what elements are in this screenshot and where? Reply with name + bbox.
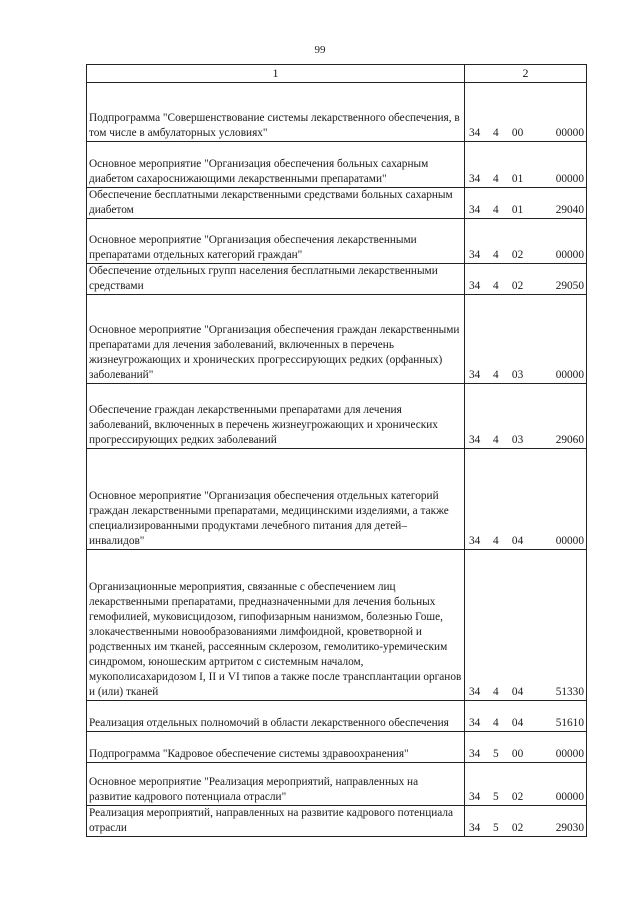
row-classification-code <box>465 384 587 449</box>
activity-code: 00 <box>511 748 524 760</box>
subprogram-code: 4 <box>492 434 499 446</box>
table-row <box>87 732 587 763</box>
activity-code: 03 <box>511 434 524 446</box>
direction-code: 29060 <box>555 434 584 446</box>
row-classification-code <box>465 219 587 264</box>
row-description: Основное мероприятие "Организация обеспечения граждан лекарственными препаратами для лечения заболеваний, включенных в перечень жизнеугрожающих и хронических прогрессирующих редких (орфанных) заболеваний" <box>87 295 465 384</box>
subprogram-code: 4 <box>492 127 499 139</box>
code-parts <box>467 172 584 187</box>
row-description: Реализация отдельных полномочий в области лекарственного обеспечения <box>87 701 465 732</box>
code-parts <box>467 279 584 294</box>
code-parts <box>467 534 584 549</box>
direction-code: 00000 <box>555 127 584 139</box>
subprogram-code: 4 <box>492 535 499 547</box>
row-description: Основное мероприятие "Организация обеспечения отдельных категорий граждан лекарственными препаратами, медицинскими изделиями, а также специализированными продуктами лечебного питания для детей–инвалидов" <box>87 449 465 550</box>
row-classification-code <box>465 763 587 806</box>
code-parts <box>467 747 584 762</box>
subprogram-code: 4 <box>492 717 499 729</box>
code-parts <box>467 821 584 836</box>
row-classification-code <box>465 550 587 701</box>
subprogram-code: 4 <box>492 204 499 216</box>
row-description: Основное мероприятие "Организация обеспечения больных сахарным диабетом сахароснижающими лекарственными препаратами" <box>87 142 465 188</box>
row-description: Подпрограмма "Кадровое обеспечение системы здравоохранения" <box>87 732 465 763</box>
direction-code: 00000 <box>555 791 584 803</box>
program-code: 34 <box>469 791 481 803</box>
row-description: Подпрограмма "Совершенствование системы лекарственного обеспечения, в том числе в амбулаторных условиях" <box>87 83 465 142</box>
table-row <box>87 550 587 701</box>
direction-code: 00000 <box>555 173 584 185</box>
table-body <box>87 83 587 837</box>
row-description: Реализация мероприятий, направленных на развитие кадрового потенциала отрасли <box>87 806 465 837</box>
direction-code: 51610 <box>555 717 584 729</box>
direction-code: 00000 <box>555 748 584 760</box>
table-row <box>87 763 587 806</box>
program-code: 34 <box>469 748 481 760</box>
row-classification-code <box>465 188 587 219</box>
table-row <box>87 188 587 219</box>
direction-code: 00000 <box>555 535 584 547</box>
table-row <box>87 295 587 384</box>
activity-code: 03 <box>511 369 524 381</box>
code-parts <box>467 685 584 700</box>
activity-code: 04 <box>511 535 524 547</box>
column-header-2: 2 <box>465 65 587 83</box>
row-classification-code <box>465 732 587 763</box>
program-code: 34 <box>469 127 481 139</box>
program-code: 34 <box>469 173 481 185</box>
code-parts <box>467 368 584 383</box>
program-code: 34 <box>469 249 481 261</box>
table-row <box>87 701 587 732</box>
subprogram-code: 4 <box>492 249 499 261</box>
program-code: 34 <box>469 535 481 547</box>
row-description: Обеспечение граждан лекарственными препаратами для лечения заболеваний, включенных в перечень жизнеугрожающих и хронических прогрессирующих редких заболеваний <box>87 384 465 449</box>
row-classification-code <box>465 806 587 837</box>
row-description: Основное мероприятие "Реализация мероприятий, направленных на развитие кадрового потенциала отрасли" <box>87 763 465 806</box>
table-header-row <box>87 65 587 83</box>
direction-code: 00000 <box>555 249 584 261</box>
program-code: 34 <box>469 434 481 446</box>
program-code: 34 <box>469 717 481 729</box>
code-parts <box>467 248 584 263</box>
table-row <box>87 219 587 264</box>
direction-code: 29030 <box>555 822 584 834</box>
direction-code: 00000 <box>555 369 584 381</box>
direction-code: 51330 <box>555 686 584 698</box>
activity-code: 00 <box>511 127 524 139</box>
activity-code: 04 <box>511 686 524 698</box>
code-parts <box>467 790 584 805</box>
row-classification-code <box>465 264 587 295</box>
table-row <box>87 806 587 837</box>
program-code: 34 <box>469 822 481 834</box>
activity-code: 01 <box>511 204 524 216</box>
program-code: 34 <box>469 280 481 292</box>
row-description: Обеспечение отдельных групп населения бесплатными лекарственными средствами <box>87 264 465 295</box>
subprogram-code: 4 <box>492 369 499 381</box>
table-row <box>87 83 587 142</box>
page-number: 99 <box>314 44 326 56</box>
table-row <box>87 449 587 550</box>
subprogram-code: 5 <box>492 791 499 803</box>
program-code: 34 <box>469 369 481 381</box>
activity-code: 02 <box>511 249 524 261</box>
activity-code: 02 <box>511 822 524 834</box>
row-description: Организационные мероприятия, связанные с обеспечением лиц лекарственными препаратами, предназначенными для лечения больных гемофилией, муковисцидозом, гипофизарным нанизмом, болезнью Гоше, злокачественными новообразованиями лимфоидной, кроветворной и родственных им тканей, рассеянным склерозом, гемолитико-уремическим синдромом, юношеским артритом с системным началом, мукополисахаридозом I, II и VI типов а также после трансплантации органов и (или) тканей <box>87 550 465 701</box>
table-row <box>87 264 587 295</box>
code-parts <box>467 716 584 731</box>
code-parts <box>467 203 584 218</box>
row-description: Основное мероприятие "Организация обеспечения лекарственными препаратами отдельных категорий граждан" <box>87 219 465 264</box>
subprogram-code: 4 <box>492 173 499 185</box>
direction-code: 29050 <box>555 280 584 292</box>
table-row <box>87 142 587 188</box>
subprogram-code: 4 <box>492 686 499 698</box>
activity-code: 01 <box>511 173 524 185</box>
table-row <box>87 384 587 449</box>
row-classification-code <box>465 295 587 384</box>
activity-code: 04 <box>511 717 524 729</box>
row-classification-code <box>465 142 587 188</box>
program-code: 34 <box>469 686 481 698</box>
column-header-1: 1 <box>87 65 465 83</box>
subprogram-code: 5 <box>492 748 499 760</box>
subprogram-code: 4 <box>492 280 499 292</box>
activity-code: 02 <box>511 791 524 803</box>
subprogram-code: 5 <box>492 822 499 834</box>
row-description: Обеспечение бесплатными лекарственными средствами больных сахарным диабетом <box>87 188 465 219</box>
row-classification-code <box>465 449 587 550</box>
budget-classification-table <box>86 64 587 837</box>
row-classification-code <box>465 701 587 732</box>
code-parts <box>467 433 584 448</box>
activity-code: 02 <box>511 280 524 292</box>
row-classification-code <box>465 83 587 142</box>
program-code: 34 <box>469 204 481 216</box>
direction-code: 29040 <box>555 204 584 216</box>
code-parts <box>467 126 584 141</box>
